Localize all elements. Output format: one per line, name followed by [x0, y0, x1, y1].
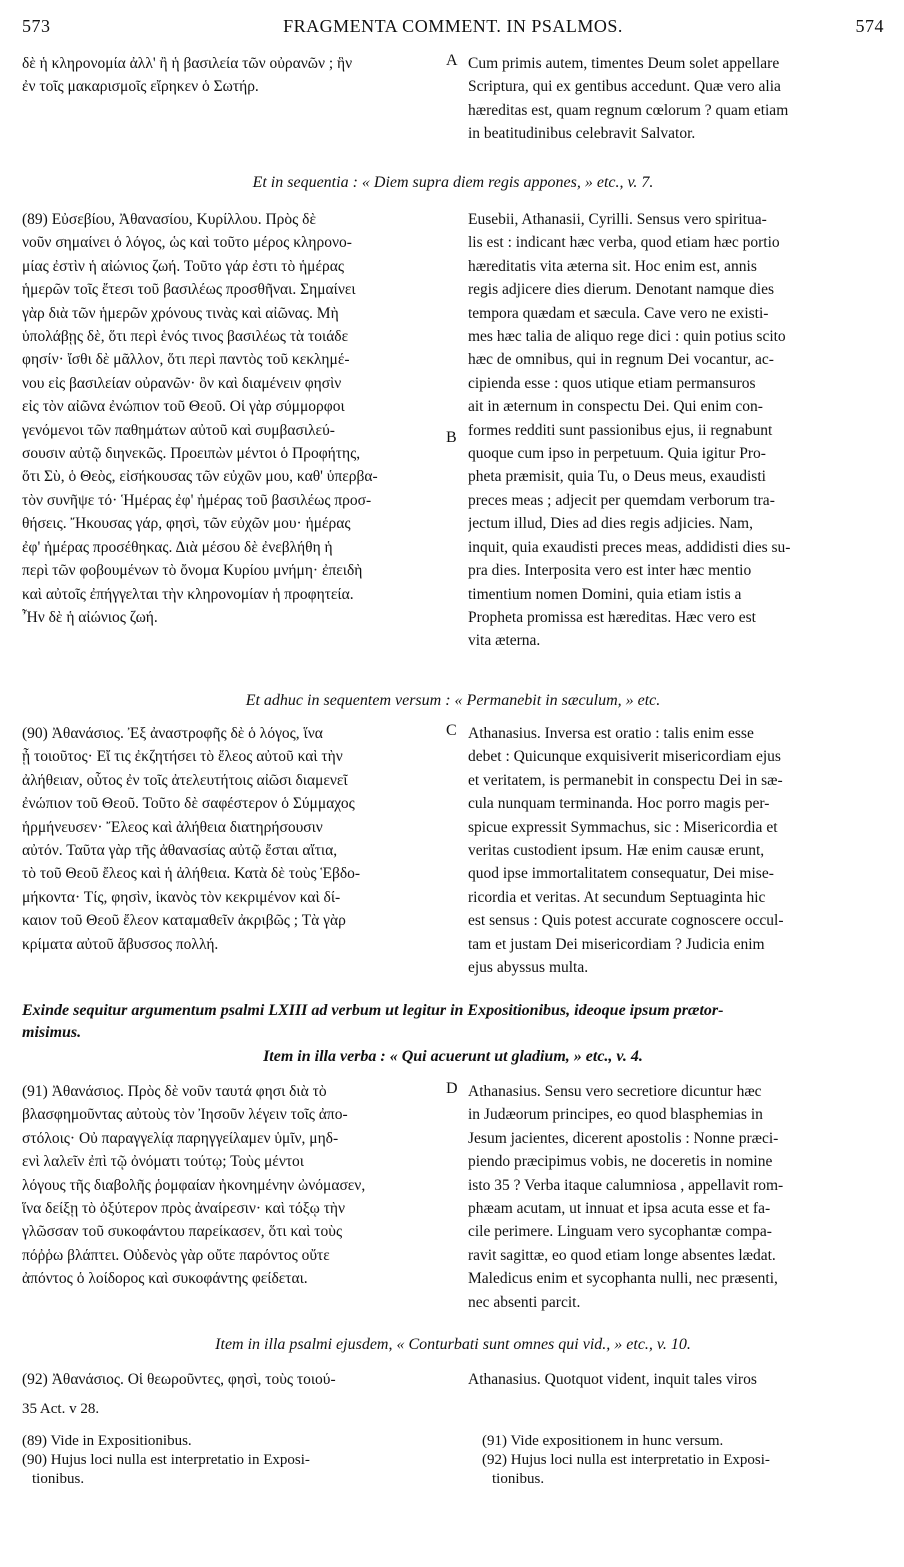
- latin-line: Athanasius. Inversa est oratio : talis enim esse: [468, 725, 754, 742]
- greek-line: (92) Ἀθανάσιος. Οἱ θεωροῦντες, φησὶ, τοὺς τοιού-: [22, 1371, 336, 1388]
- greek-line: νου εἰς βασιλείαν οὐρανῶν· ὃν καὶ διαμένειν φησὶν: [22, 374, 342, 392]
- greek-line: ἐν τοῖς μακαρισμοῖς εἴρηκεν ὁ Σωτήρ.: [22, 78, 259, 96]
- greek-line: γὰρ διὰ τῶν ἡμερῶν χρόνους τινὰς καὶ αἰῶνας. Μὴ: [22, 304, 339, 322]
- greek-fragment-92: [22, 1368, 450, 1391]
- latin-line: timentium nomen Domini, quia etiam istis a: [468, 585, 742, 603]
- running-title: FRAGMENTA COMMENT. IN PSALMOS.: [283, 16, 623, 36]
- right-page-number: 574: [855, 16, 884, 36]
- latin-line: cula nunquam terminanda. Hoc porro magis per-: [468, 795, 770, 813]
- latin-fragment-90: [468, 722, 884, 979]
- latin-line: hæreditas est, quam regnum cœlorum ? quam etiam: [468, 101, 789, 119]
- greek-line: ᾖ τοιοῦτος· Εἴ τις ἐκζητήσει τὸ ἔλεος αὐτοῦ καὶ τὴν: [22, 748, 343, 766]
- latin-line: cile perimere. Linguam vero sycophantæ compa-: [468, 1223, 772, 1241]
- running-header: [22, 16, 884, 40]
- greek-line: φησίν· ἴσθι δὲ μᾶλλον, ὅτι περὶ παντὸς τοῦ κεκλημέ-: [22, 351, 350, 369]
- argument-note-line: Exinde sequitur argumentum psalmi LXIII ad verbum ut legitur in Expositionibus, ideoque ipsum prætor-: [22, 1002, 724, 1019]
- latin-line: spicue expressit Symmachus, sic : Misericordia et: [468, 818, 778, 836]
- latin-line: formes redditi sunt passionibus ejus, ii regnabunt: [468, 421, 773, 439]
- latin-line: lis est : indicant hæc verba, quod etiam hæc portio: [468, 234, 780, 252]
- greek-line: ὑπολάβῃς δὲ, ὅτι περὶ ἑνός τινος βασιλέως τὰ τοιάδε: [22, 328, 349, 346]
- greek-line: (89) Εὐσεβίου, Ἀθανασίου, Κυρίλλου. Πρὸς δὲ: [22, 211, 316, 228]
- latin-line: et veritatem, is permanebit in conspectu Dei in sæ-: [468, 771, 783, 789]
- greek-line: μίας ἐστὶν ἡ αἰώνιος ζωή. Τοῦτο γάρ ἐστι τὸ ἡμέρας: [22, 257, 344, 275]
- latin-line: ait in æternum in conspectu Dei. Qui enim con-: [468, 398, 763, 416]
- latin-line: cipienda esse : quos utique etiam permansuros: [468, 374, 756, 392]
- margin-marker-d: D: [446, 1080, 458, 1097]
- latin-continuation: [468, 52, 884, 146]
- footnote-line: (89) Vide in Expositionibus.: [22, 1433, 192, 1449]
- latin-line: Eusebii, Athanasii, Cyrilli. Sensus vero spiritua-: [468, 211, 767, 228]
- greek-line: γενόμενοι τῶν παθημάτων αὐτοῦ καὶ συμβασιλεύ-: [22, 421, 335, 439]
- latin-line: ricordia et veritas. At secundum Septuaginta hic: [468, 888, 766, 906]
- greek-line: Ἦν δὲ ἡ αἰώνιος ζωή.: [22, 608, 158, 626]
- latin-line: Scriptura, qui ex gentibus accedunt. Quæ vero alia: [468, 78, 781, 96]
- greek-line: τὸν συνῆψε τό· Ἡμέρας ἐφ' ἡμέρας τοῦ βασιλέως προσ-: [22, 491, 372, 509]
- footnote-line: tionibus.: [492, 1471, 545, 1487]
- latin-line: est sensus : Quis potest accurate cognoscere occul-: [468, 912, 784, 930]
- greek-line: θήσεις. Ἤκουσας γάρ, φησὶ, τῶν εὐχῶν μου· ἡμέρας: [22, 515, 351, 533]
- latin-line: quod ipse immortalitatem consequatur, Dei mise-: [468, 865, 774, 883]
- greek-fragment-89: [22, 208, 450, 629]
- greek-line: ὅτι Σὺ, ὁ Θεὸς, εἰσήκουσας τῶν εὐχῶν μου, καθ' ὑπερβα-: [22, 468, 378, 486]
- latin-line: ravit sagittæ, eo quod etiam longe absentes lædat.: [468, 1246, 776, 1264]
- greek-line: εἰς τὸν αἰῶνα ἐνώπιον τοῦ Θεοῦ. Οἱ γὰρ σύμμορφοι: [22, 398, 345, 416]
- greek-line: ἀπόντος ὁ λοίδορος καὶ συκοφάντης φείδεται.: [22, 1270, 308, 1288]
- scripture-reference: 35 Act. v 28.: [22, 1401, 100, 1417]
- greek-line: αὐτόν. Ταῦτα γὰρ τῆς ἀθανασίας αὐτῷ ἔσται αἴτια,: [22, 842, 338, 860]
- section-heading-v7: Et in sequentia : « Diem supra diem regis appones, » etc., v. 7.: [252, 174, 654, 191]
- greek-line: μήκοντα· Τίς, φησὶν, ἱκανὸς τὸν κεκριμένον καὶ δί-: [22, 888, 341, 906]
- greek-line: σουσιν αὐτῷ διηνεκῶς. Προειπὼν μέντοι ὁ Προφήτης,: [22, 445, 361, 463]
- latin-line: nec absenti parcit.: [468, 1293, 581, 1311]
- greek-line: ἵνα δείξῃ τὸ ὀξύτερον πρὸς ἀναίρεσιν· καὶ τόξῳ τὴν: [22, 1200, 346, 1218]
- footnote-line: (91) Vide expositionem in hunc versum.: [482, 1433, 724, 1449]
- section-heading-v4: Item in illa verba : « Qui acuerunt ut gladium, » etc., v. 4.: [263, 1048, 643, 1065]
- latin-line: regis adjicere dies dierum. Denotant namque dies: [468, 281, 775, 299]
- greek-line: ἐνώπιον τοῦ Θεοῦ. Τοῦτο δὲ σαφέστερον ὁ Σύμμαχος: [22, 795, 355, 813]
- latin-line: Athanasius. Quotquot vident, inquit tales viros: [468, 1371, 757, 1388]
- latin-line: isto 35 ? Verba itaque calumniosa , appellavit rom-: [468, 1176, 784, 1194]
- latin-line: pra dies. Interposita vero est inter hæc mentio: [468, 562, 752, 580]
- latin-fragment-92: [468, 1368, 884, 1391]
- footnote-line: (90) Hujus loci nulla est interpretatio in Exposi-: [22, 1452, 310, 1468]
- greek-line: βλασφημοῦντας αὐτοὺς τὸν Ἰησοῦν λέγειν τοῖς ἀπο-: [22, 1106, 348, 1124]
- greek-line: ἐφ' ἡμέρας προσέθηκας. Διὰ μέσου δὲ ἐνεβλήθη ἡ: [22, 538, 333, 556]
- latin-line: hæc de omnibus, qui in regnum Dei vocantur, ac-: [468, 351, 774, 369]
- greek-line: κρίματα αὐτοῦ ἄβυσσος πολλή.: [22, 935, 219, 953]
- greek-line: τὸ τοῦ Θεοῦ ἔλεος καὶ ἡ ἀλήθεια. Κατὰ δὲ τοὺς Ἑβδο-: [22, 865, 361, 883]
- latin-line: in beatitudinibus celebravit Salvator.: [468, 125, 696, 143]
- greek-line: περὶ τῶν φοβουμένων τὸ ὄνομα Κυρίου μνήμη· ἐπειδὴ: [22, 562, 363, 580]
- latin-line: Athanasius. Sensu vero secretiore dicuntur hæc: [468, 1083, 762, 1100]
- footnotes-left: [22, 1432, 452, 1489]
- greek-line: γλῶσσαν τοῦ συκοφάντου παρείκασεν, ὅτι καὶ τοὺς: [22, 1223, 343, 1241]
- latin-line: in Judæorum principes, eo quod blasphemias in: [468, 1106, 763, 1124]
- latin-line: phæam acutam, ut innuat et ipsa acuta esse et fa-: [468, 1200, 771, 1218]
- greek-line: στόλοις· Οὐ παραγγελίᾳ παρηγγείλαμεν ὑμῖν, μηδ-: [22, 1129, 339, 1147]
- greek-line: πόῤῥω βλάπτει. Οὐδενὸς γὰρ οὔτε παρόντος οὔτε: [22, 1246, 330, 1264]
- greek-line: (91) Ἀθανάσιος. Πρὸς δὲ νοῦν ταυτά φησι διὰ τὸ: [22, 1083, 327, 1100]
- argument-note: [22, 1000, 884, 1044]
- latin-line: inquit, quia exaudisti preces meas, addidisti dies su-: [468, 538, 791, 556]
- latin-line: tam et justam Dei misericordiam ? Judicia enim: [468, 935, 765, 953]
- greek-line: νοῦν σημαίνει ὁ λόγος, ὡς καὶ τοῦτο μέρος κληρονο-: [22, 234, 352, 252]
- greek-continuation: [22, 52, 450, 99]
- latin-line: Maledicus enim et sycophanta nulli, nec præsenti,: [468, 1270, 778, 1288]
- greek-line: δὲ ἡ κληρονομία ἀλλ' ἢ ἡ βασιλεία τῶν οὐρανῶν ; ἣν: [22, 55, 353, 72]
- latin-line: veritas custodient ipsum. Hæ enim causæ erunt,: [468, 842, 765, 860]
- latin-line: pheta præmisit, quia Tu, o Deus meus, exaudisti: [468, 468, 766, 486]
- greek-line: ἡρμήνευσεν· Ἔλεος καὶ ἀλήθεια διατηρήσουσιν: [22, 818, 323, 836]
- latin-line: Jesum jacientes, dicerent apostolis : Nonne præci-: [468, 1129, 779, 1147]
- latin-line: vita æterna.: [468, 632, 541, 650]
- greek-line: ἀλήθειαν, οὗτος ἐν τοῖς ἀτελευτήτοις αἰῶσι διαμενεῖ: [22, 771, 348, 789]
- latin-line: mes hæc talia de aliquo rege dici : quin potius scito: [468, 328, 786, 346]
- latin-line: quoque cum ipso in perpetuum. Quia igitur Pro-: [468, 445, 766, 463]
- latin-line: ejus abyssus multa.: [468, 959, 589, 977]
- greek-fragment-90: [22, 722, 450, 956]
- greek-line: λόγους τῆς διαβολῆς ῥομφαίαν ἠκονημένην ὠνόμασεν,: [22, 1176, 366, 1194]
- greek-line: καὶ αὐτοῖς ἐπήγγελται τὴν κληρονομίαν ἡ προφητεία.: [22, 585, 354, 603]
- latin-line: tempora quædam et sæcula. Cave vero ne existi-: [468, 304, 769, 322]
- latin-line: Cum primis autem, timentes Deum solet appellare: [468, 55, 780, 72]
- margin-marker-c: C: [446, 722, 457, 739]
- latin-line: jectum illud, Dies ad dies regis adjicies. Nam,: [468, 515, 753, 533]
- latin-fragment-91: [468, 1080, 884, 1314]
- section-heading-permanebit: Et adhuc in sequentem versum : « Permanebit in sæculum, » etc.: [245, 692, 661, 709]
- latin-line: debet : Quicunque exquisiverit misericordiam ejus: [468, 748, 781, 766]
- footnotes-right: [482, 1432, 884, 1489]
- greek-line: ενὶ λαλεῖν ἐπὶ τῷ ὀνόματι τούτῳ; Τοὺς μέντοι: [22, 1153, 304, 1171]
- latin-line: hæreditatis vita æterna sit. Hoc enim est, annis: [468, 257, 757, 275]
- left-page-number: 573: [22, 16, 51, 36]
- footnote-line: (92) Hujus loci nulla est interpretatio in Exposi-: [482, 1452, 770, 1468]
- margin-marker-b: B: [446, 429, 457, 446]
- latin-line: piendo præcipimus vobis, ne doceretis in nomine: [468, 1153, 773, 1171]
- section-heading-v10: Item in illa psalmi ejusdem, « Conturbati sunt omnes qui vid., » etc., v. 10.: [215, 1336, 691, 1353]
- footnote-line: tionibus.: [32, 1471, 85, 1487]
- latin-line: Propheta promissa est hæreditas. Hæc vero est: [468, 608, 756, 626]
- argument-note-line: misimus.: [22, 1024, 82, 1041]
- margin-marker-a: A: [446, 52, 458, 69]
- latin-line: preces meas ; adjecit per quemdam verborum tra-: [468, 491, 775, 509]
- greek-fragment-91: [22, 1080, 450, 1291]
- greek-line: καιον τοῦ Θεοῦ ἔλεον καταμαθεῖν ἀκριβῶς ; Τὰ γὰρ: [22, 912, 346, 930]
- latin-fragment-89: [468, 208, 884, 653]
- greek-line: ἡμερῶν τοῖς ἔτεσι τοῦ βασιλέως προσθῆναι. Σημαίνει: [22, 281, 356, 299]
- greek-line: (90) Ἀθανάσιος. Ἐξ ἀναστροφῆς δὲ ὁ λόγος, ἵνα: [22, 725, 323, 742]
